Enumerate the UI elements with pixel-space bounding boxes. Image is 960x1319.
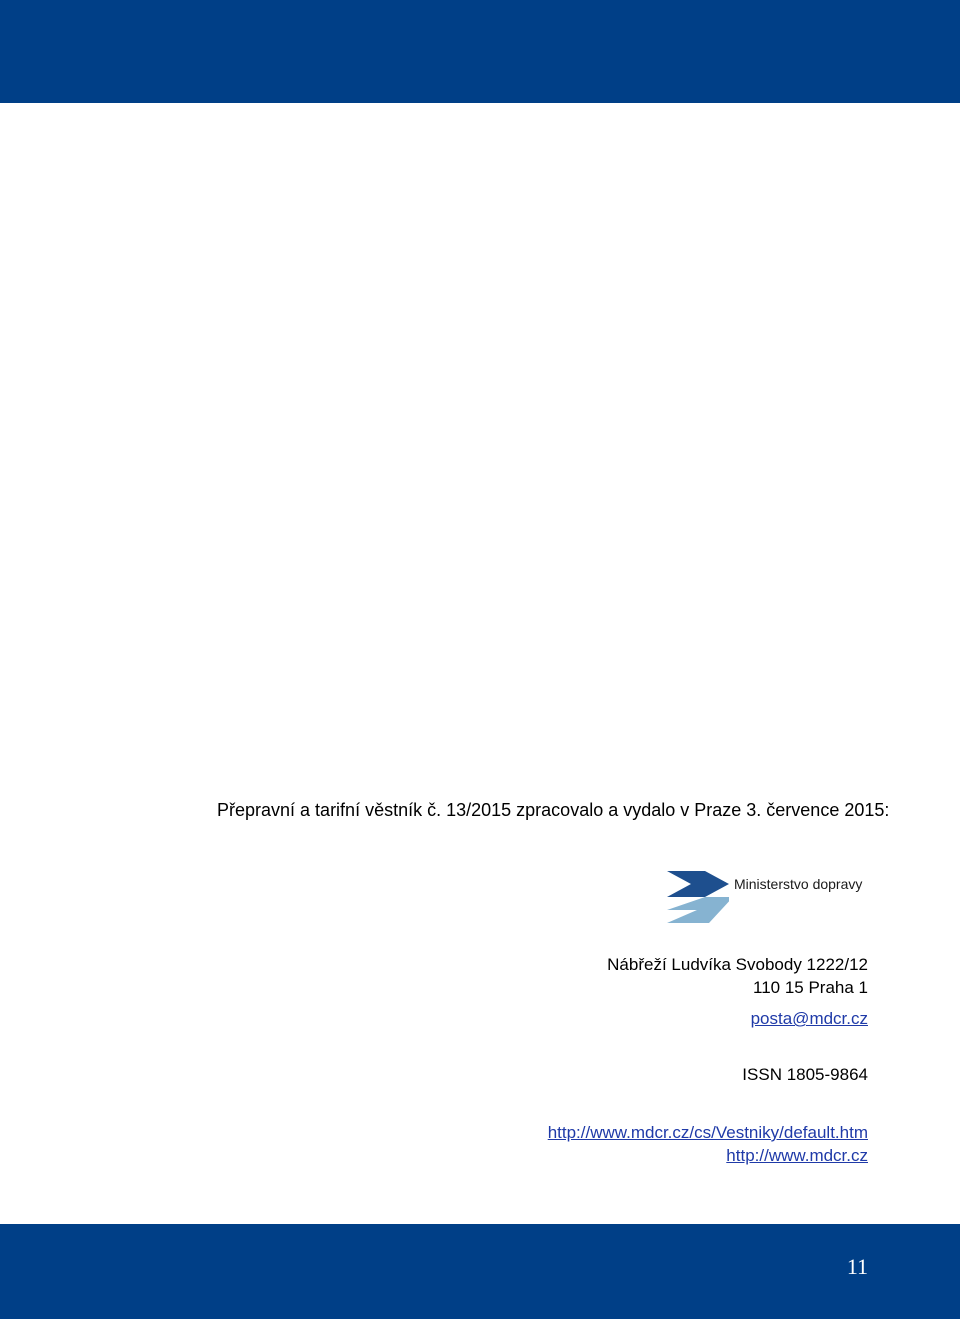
vestniky-link[interactable]: http://www.mdcr.cz/cs/Vestniky/default.htm [547,1123,868,1142]
ministry-chevron-icon [667,871,729,923]
header-band [0,0,960,103]
footer-band [0,1224,960,1319]
contact-block [368,953,868,1167]
publisher-statement: Přepravní a tarifní věstník č. 13/2015 zpracovalo a vydalo v Praze 3. července 2015: [217,800,890,820]
logo-text: Ministerstvo dopravy [734,876,863,892]
page-number: 11 [846,1254,868,1279]
address-street: Nábřeží Ludvíka Svobody 1222/12 [607,955,868,974]
address-city: 110 15 Praha 1 [753,978,868,997]
ministry-logo [667,871,869,923]
mdcr-home-link[interactable]: http://www.mdcr.cz [726,1146,868,1165]
email-link[interactable]: posta@mdcr.cz [750,1009,868,1028]
issn-number: ISSN 1805-9864 [742,1065,868,1084]
